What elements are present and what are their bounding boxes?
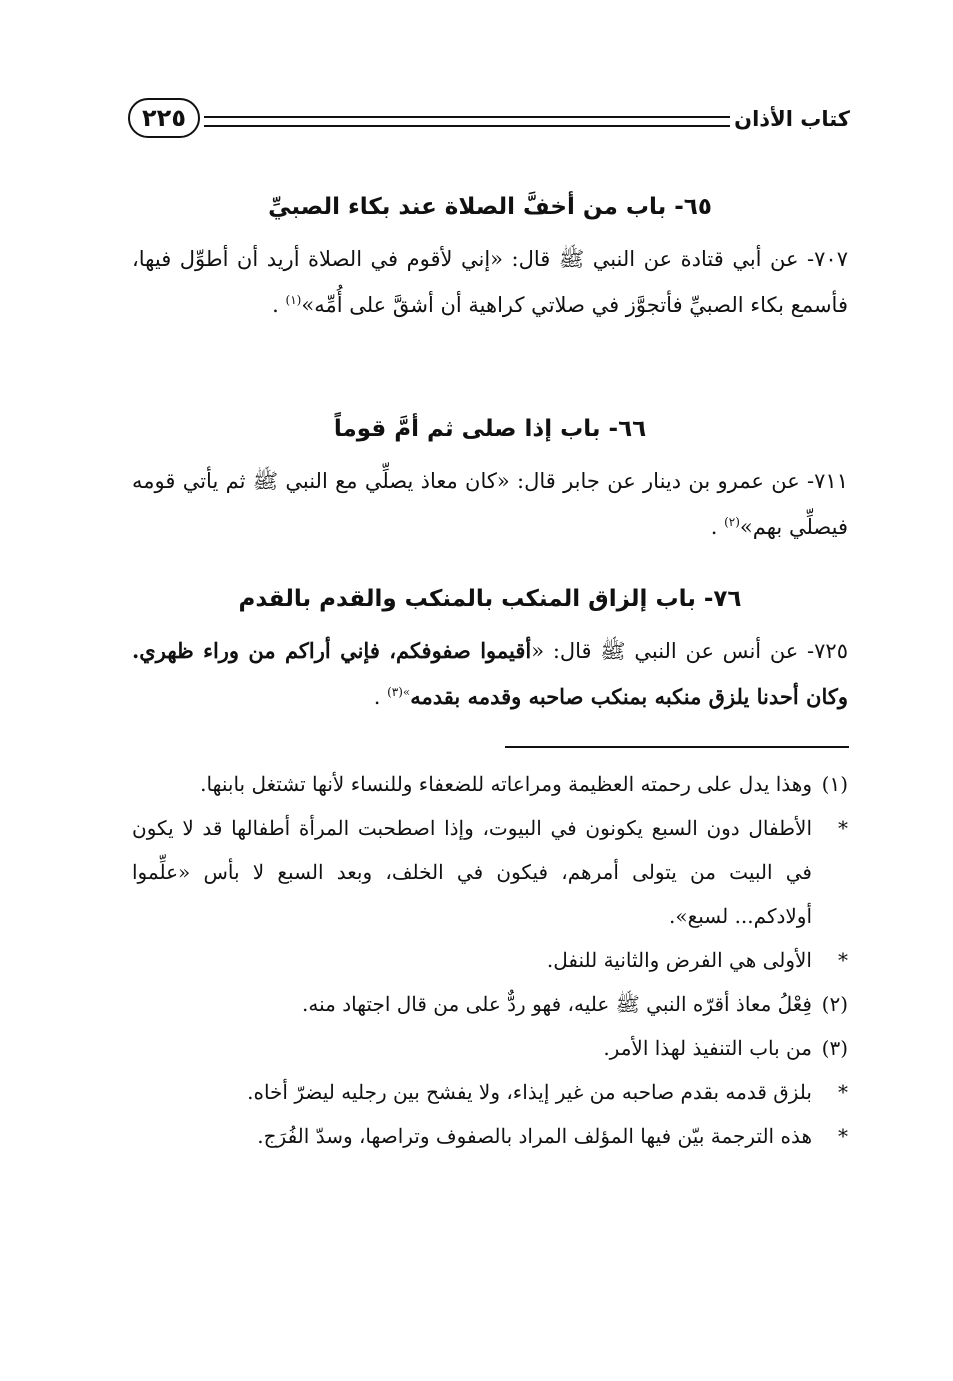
hadith-text — [132, 236, 848, 328]
footnote-text: بلزق قدمه بقدم صاحبه من غير إيذاء، ولا يفشح بين رجليه ليضرّ أخاه. — [247, 1080, 812, 1104]
section-heading: ٦٥- باب من أخفَّ الصلاة عند بكاء الصبيِّ — [268, 194, 712, 220]
hadith-body: ٧٠٧- عن أبي قتادة عن النبي ﷺ قال: «إني لأقوم في الصلاة أريد أن أطوِّل فيها، فأسمع بكاء الصبيِّ فأتجوَّز في صلاتي كراهية أن أشقَّ على أُمِّه» — [132, 247, 848, 317]
footnote-marker: (٣) — [821, 1036, 848, 1060]
footnote-item — [132, 938, 848, 982]
hadith-end: . — [710, 515, 725, 539]
running-header — [128, 96, 850, 160]
hadith-text — [132, 628, 848, 720]
footnote-text: الأطفال دون السبع يكونون في البيوت، وإذا اصطحبت المرأة أطفالها قد لا يكون في البيت من يتولى أمرهم، فيكون في الخلف، وبعد السبع لا بأس «علِّموا أولادكم... لسبع». — [132, 816, 812, 928]
hadith-body: ٧١١- عن عمرو بن دينار عن جابر قال: «كان معاذ يصلِّي مع النبي ﷺ ثم يأتي قومه فيصلِّي بهم» — [132, 469, 848, 539]
section-heading: ٦٦- باب إذا صلى ثم أمَّ قوماً — [333, 416, 647, 442]
footnote-reference: »(٣) — [387, 685, 411, 699]
hadith-end: . — [272, 293, 286, 317]
hadith-end: . — [373, 685, 388, 709]
hadith-bold-text: أقيموا صفوفكم، فإني أراكم من وراء ظهري. وكان أحدنا يلزق منكبه بمنكب صاحبه وقدمه بقدمه — [132, 638, 848, 709]
footnote-marker: * — [838, 1124, 848, 1148]
footnote-item — [132, 1026, 848, 1070]
section-heading: ٧٦- باب إلزاق المنكب بالمنكب والقدم بالقدم — [238, 586, 742, 612]
footnote-marker: (٢) — [821, 992, 848, 1016]
footnote-text: هذه الترجمة بيّن فيها المؤلف المراد بالصفوف وتراصها، وسدّ الفُرَج. — [257, 1124, 812, 1148]
footnotes — [132, 762, 848, 1158]
footnote-item — [132, 1114, 848, 1158]
footnote-item — [132, 806, 848, 938]
footnote-separator — [505, 746, 849, 748]
footnote-item — [132, 1070, 848, 1114]
footnote-reference: (١) — [285, 293, 302, 307]
footnote-text: وهذا يدل على رحمته العظيمة ومراعاته للضعفاء وللنساء لأنها تشتغل بابنها. — [200, 772, 812, 796]
footnote-marker: * — [838, 1080, 848, 1104]
footnote-item — [132, 762, 848, 806]
book-title: كتاب الأذان — [734, 107, 850, 131]
hadith-text — [132, 458, 848, 550]
header-double-rule — [204, 116, 730, 127]
footnote-item — [132, 982, 848, 1026]
footnote-reference: (٢) — [724, 515, 740, 529]
footnote-marker: * — [838, 948, 848, 972]
footnote-marker: * — [838, 816, 848, 840]
footnote-text: فِعْلُ معاذ أقرّه النبي ﷺ عليه، فهو ردٌّ على من قال اجتهاد منه. — [302, 992, 812, 1016]
footnote-text: من باب التنفيذ لهذا الأمر. — [603, 1036, 812, 1060]
footnote-text: الأولى هي الفرض والثانية للنفل. — [546, 948, 812, 972]
footnote-marker: (١) — [821, 772, 848, 796]
page-number: ٢٢٥ — [128, 98, 200, 138]
hadith-body: ٧٢٥- عن أنس عن النبي ﷺ قال: « — [531, 639, 848, 663]
